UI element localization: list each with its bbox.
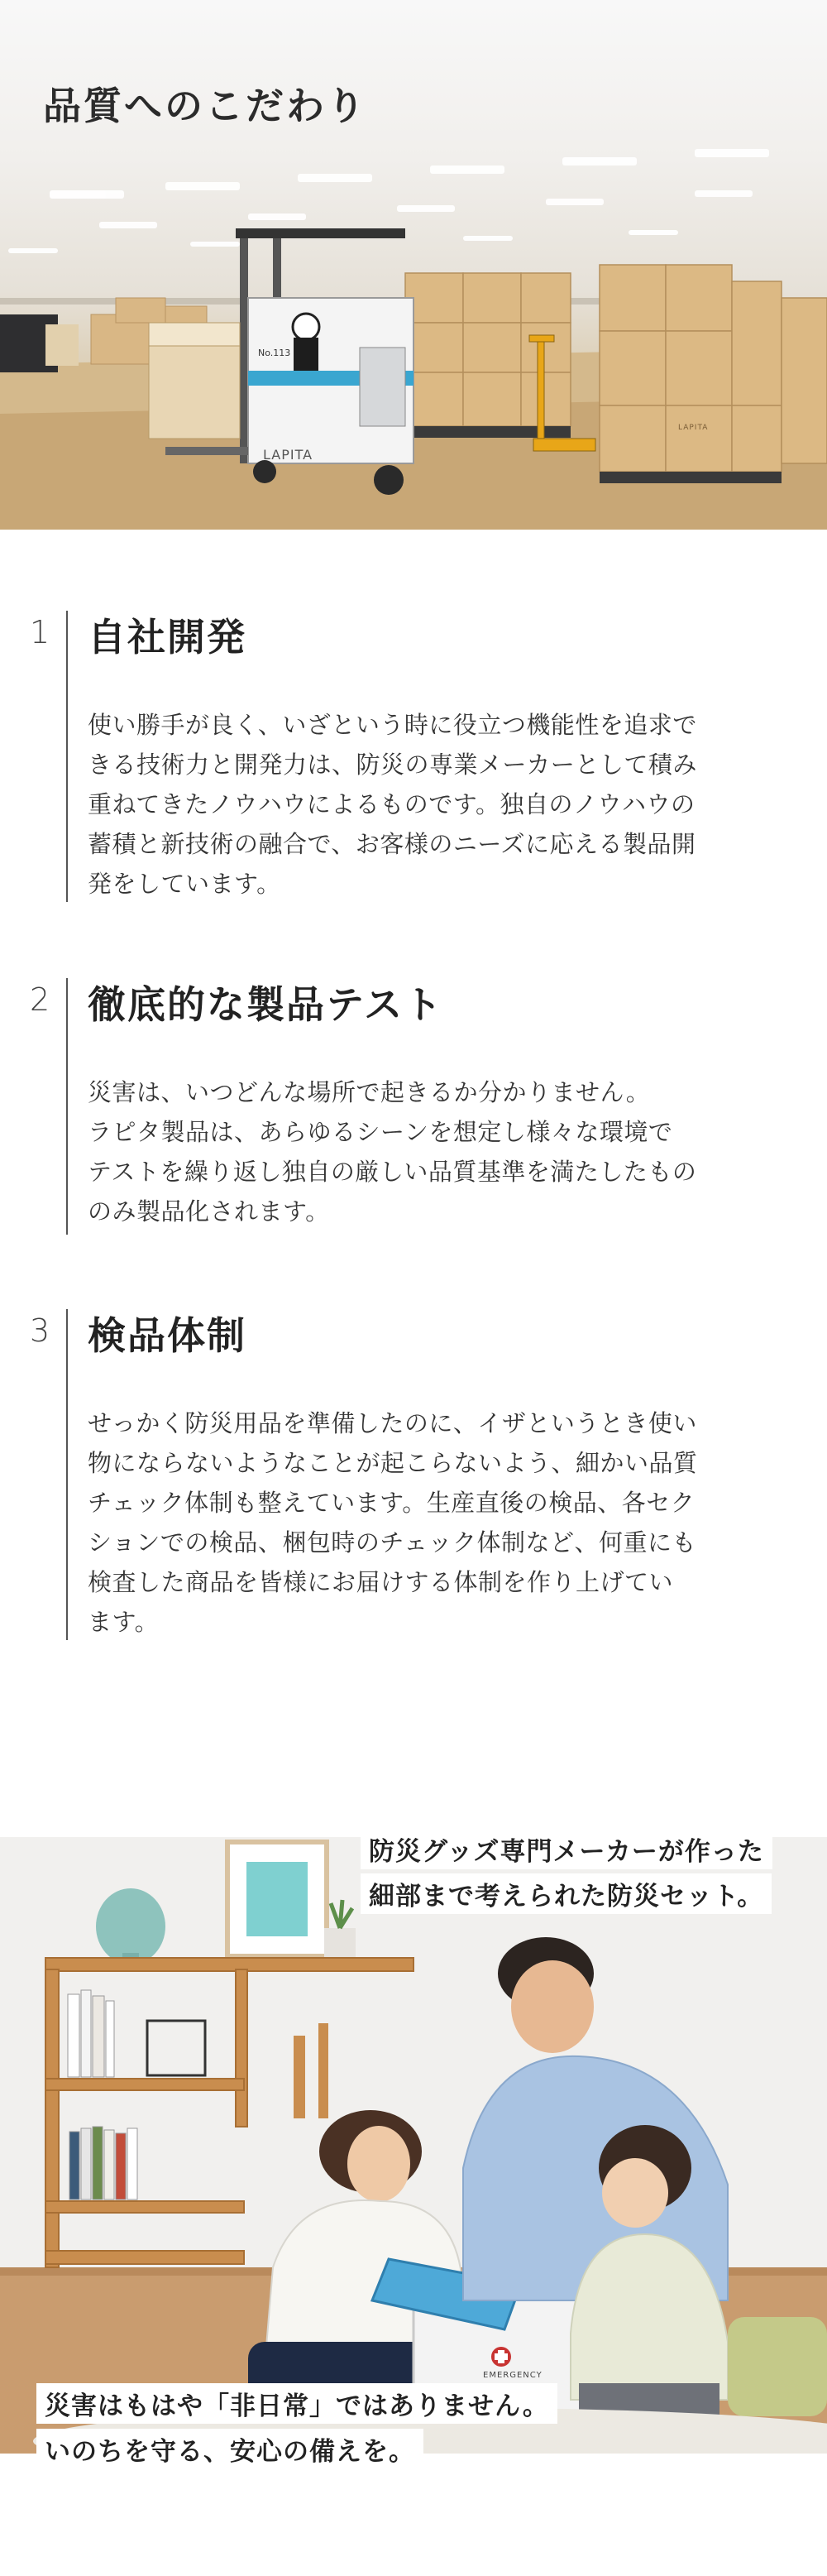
section-inspection-system (0, 1306, 827, 1645)
section-line: 使い勝手が良く、いざという時に役立つ機能性を追求で (88, 711, 697, 739)
section-number: 2 (30, 981, 50, 1018)
section-divider (66, 978, 68, 1235)
section-line: 発をしています。 (88, 870, 281, 898)
section-body (88, 1403, 799, 1642)
caption-bottom-line-1: 災害はもはや「非日常」ではありません。 (36, 2383, 557, 2424)
section-line: テストを繰り返し独自の厳しい品質基準を満たしたもの (88, 1158, 697, 1186)
emergency-bag-label: EMERGENCY (483, 2371, 543, 2380)
section-line: 蓄積と新技術の融合で、お客様のニーズに応える製品開 (88, 830, 696, 858)
box-brand-label: LAPITA (678, 424, 709, 432)
section-in-house-development (0, 607, 827, 905)
caption-top-line-2: 細部まで考えられた防災セット。 (361, 1873, 772, 1914)
section-line: 物にならないようなことが起こらないよう、細かい品質 (88, 1449, 698, 1477)
section-product-testing (0, 975, 827, 1240)
family-illustration (0, 1837, 827, 2454)
section-title: 検品体制 (88, 1313, 246, 1358)
section-line: せっかく防災用品を準備したのに、イザというとき使い (88, 1409, 697, 1437)
hero-warehouse-photo (0, 0, 827, 530)
section-title: 自社開発 (88, 615, 246, 660)
section-line: ます。 (88, 1608, 160, 1636)
section-line: 検査した商品を皆様にお届けする体制を作り上げてい (88, 1568, 674, 1596)
section-number: 1 (30, 614, 50, 650)
page-title: 品質へのこだわり (43, 84, 367, 128)
section-line: ションでの検品、梱包時のチェック体制など、何重にも (88, 1528, 697, 1557)
caption-top-line-1: 防災グッズ専門メーカーが作った (361, 1837, 772, 1869)
section-title: 徹底的な製品テスト (88, 982, 444, 1027)
section-line: ラピタ製品は、あらゆるシーンを想定し様々な環境で (88, 1118, 673, 1146)
section-body (88, 705, 799, 904)
caption-bottom-line-2: いのちを守る、安心の備えを。 (36, 2429, 423, 2469)
section-line: チェック体制も整えています。生産直後の検品、各セク (88, 1489, 696, 1517)
section-line: 重ねてきたノウハウによるものです。独自のノウハウの (88, 790, 696, 818)
section-line: きる技術力と開発力は、防災の専業メーカーとして積み (88, 751, 697, 779)
section-divider (66, 1309, 68, 1640)
section-divider (66, 611, 68, 902)
family-photo (0, 1837, 827, 2454)
section-body (88, 1072, 799, 1231)
section-line: 災害は、いつどんな場所で起きるか分かりません。 (88, 1078, 651, 1106)
section-line: のみ製品化されます。 (88, 1197, 330, 1226)
forklift-tag: No.113 (258, 348, 291, 358)
forklift-brand-label: LAPITA (263, 447, 313, 463)
section-number: 3 (30, 1312, 50, 1349)
